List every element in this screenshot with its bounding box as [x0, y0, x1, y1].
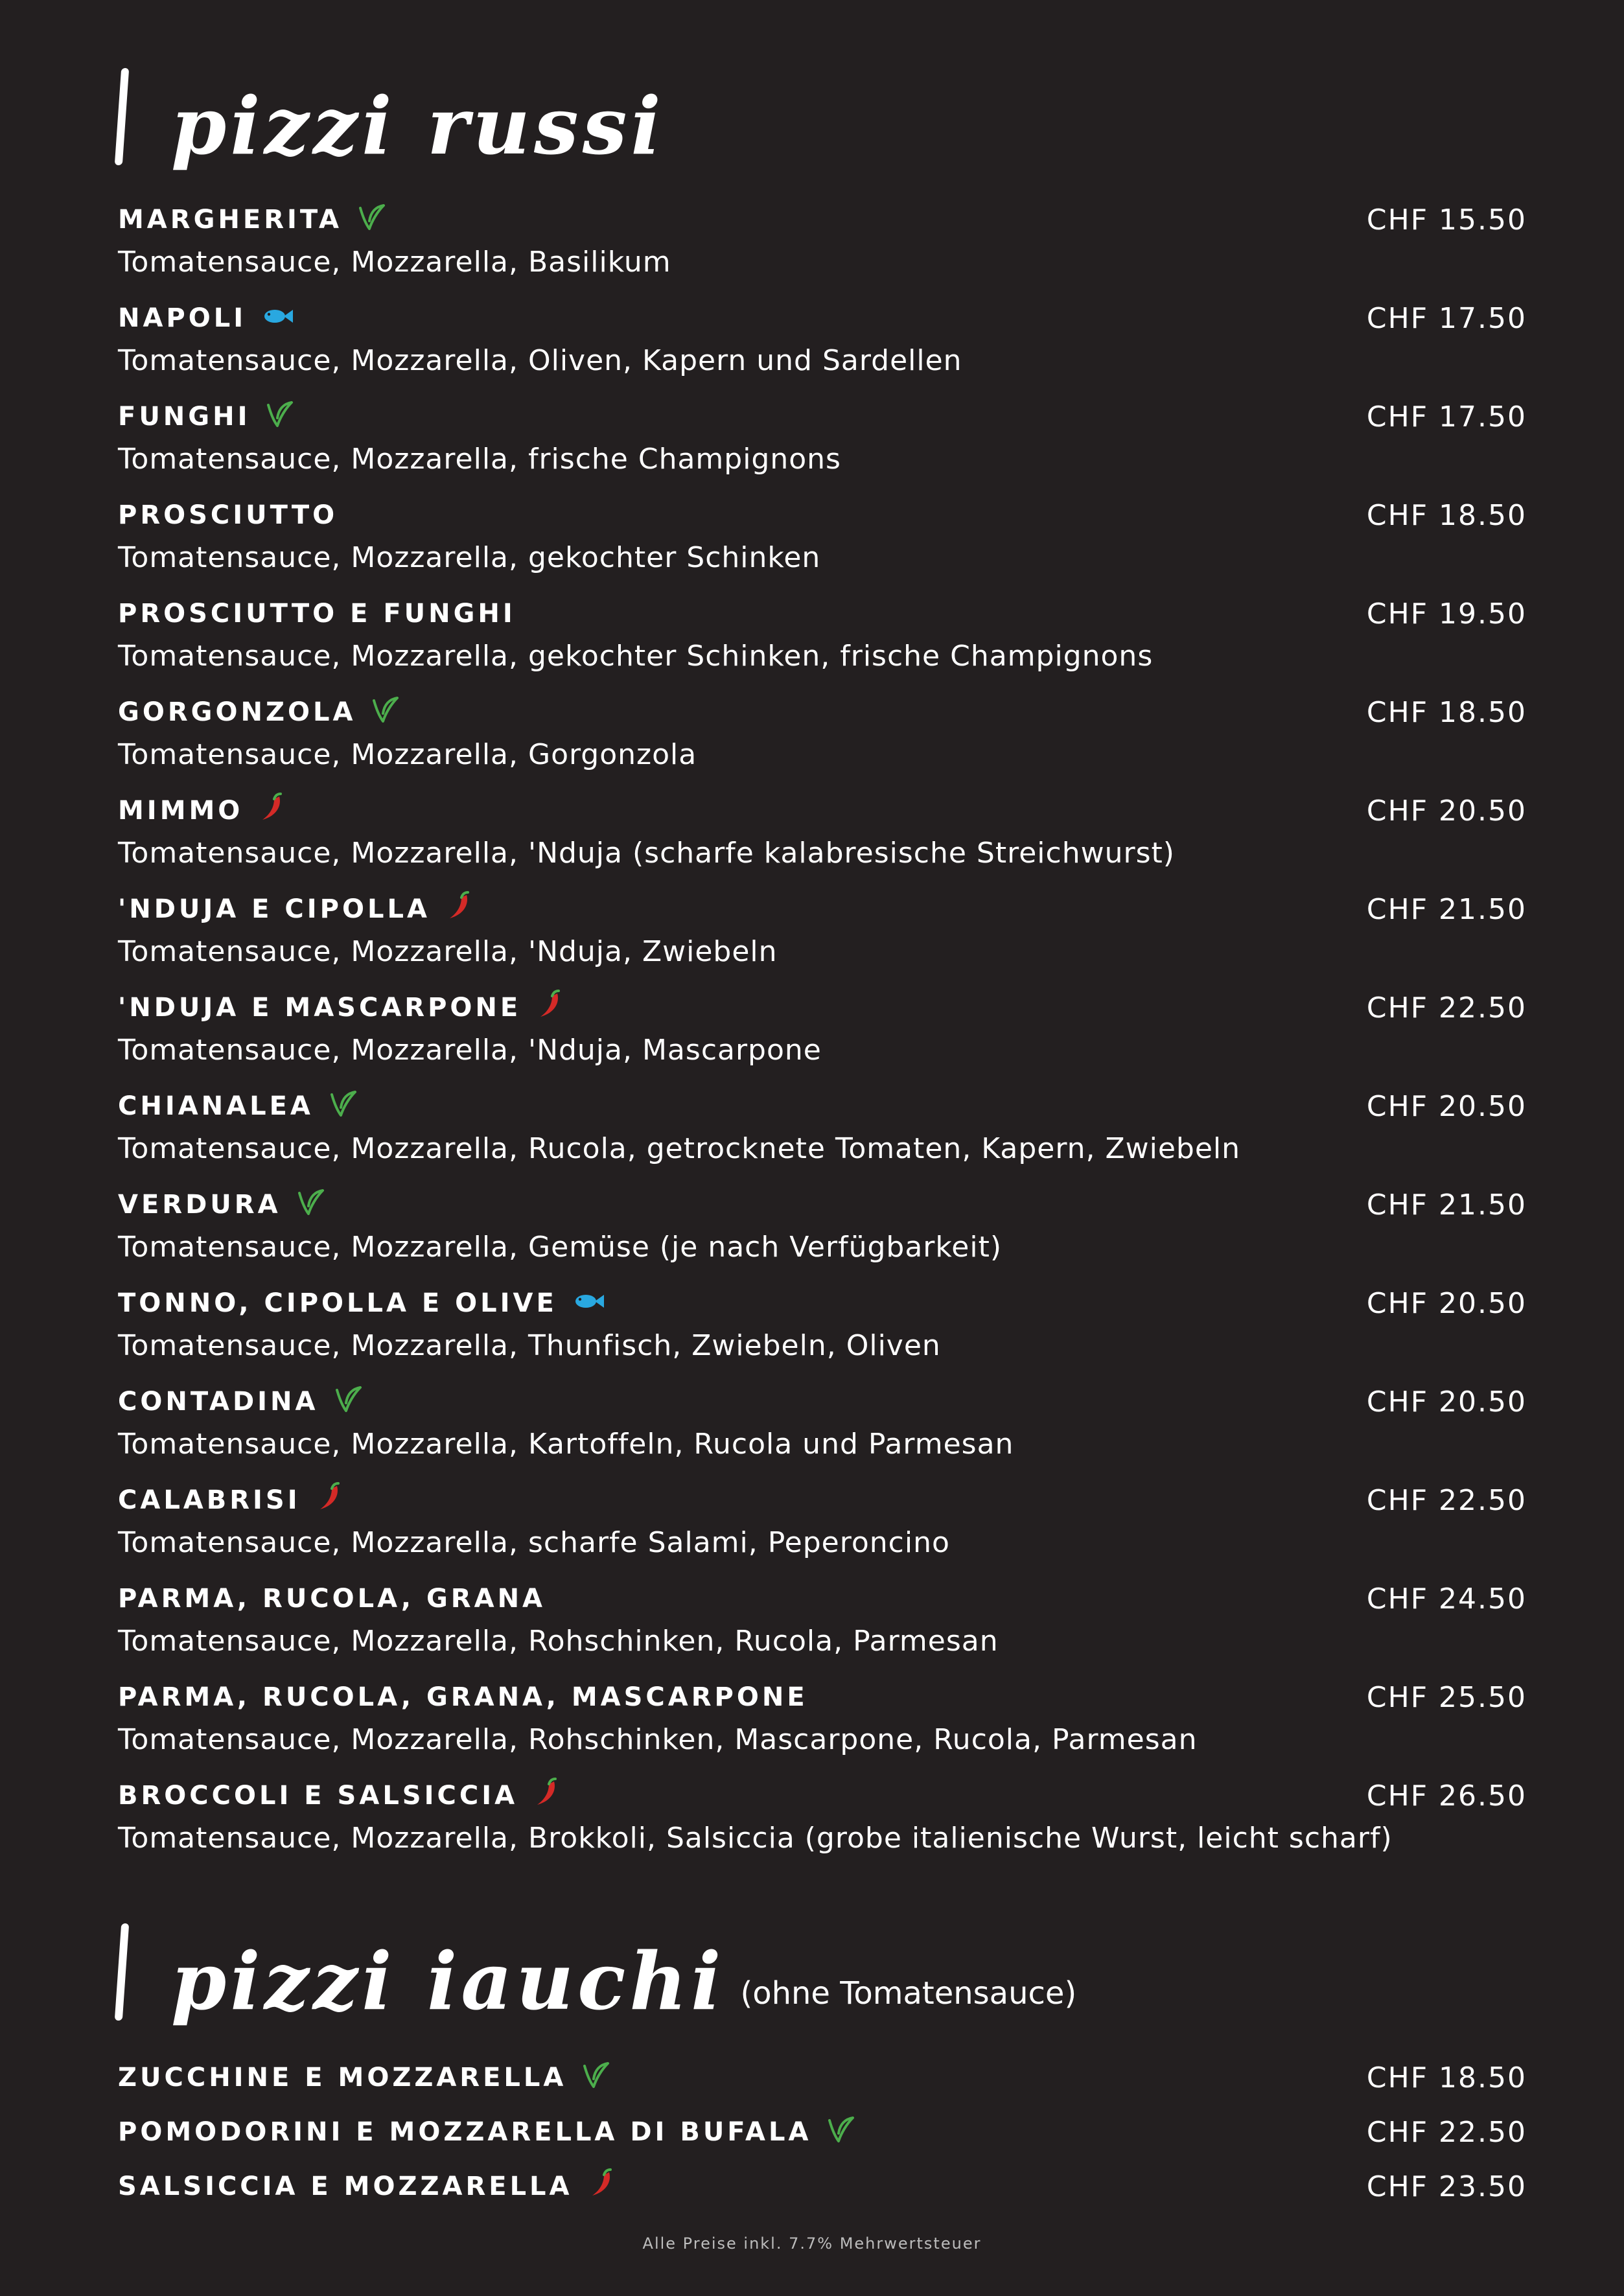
menu-item-description: Tomatensauce, Mozzarella, Gemüse (je nach Verfügbarkeit): [118, 1231, 1002, 1264]
menu-item-row: [118, 690, 1527, 735]
menu-item: [118, 1675, 1527, 1773]
menu-item-row: [118, 296, 1527, 341]
menu-item: [118, 690, 1527, 788]
footer-note: Alle Preise inkl. 7.7% Mehrwertsteuer: [642, 2234, 982, 2253]
menu-item-description: Tomatensauce, Mozzarella, 'Nduja (scharfe kalabresische Streichwurst): [118, 837, 1175, 870]
menu-item: [118, 2109, 1527, 2155]
menu-item-name: [118, 500, 338, 530]
menu-item-name: [118, 1384, 363, 1420]
menu-item-name: [118, 1682, 808, 1712]
menu-item-price: CHF 24.50: [1366, 1582, 1527, 1616]
menu-item-name-text: VERDURA: [118, 1190, 281, 1220]
menu-item-name: [118, 891, 472, 927]
menu-item-description: Tomatensauce, Mozzarella, scharfe Salami, Peperoncino: [118, 1526, 950, 1559]
menu-item-name-text: PARMA, RUCOLA, GRANA: [118, 1584, 546, 1614]
leaf-icon: [581, 2059, 610, 2096]
menu-item-name-text: PROSCIUTTO E FUNGHI: [118, 599, 516, 629]
menu-item-name: [118, 1288, 605, 1318]
menu-item-row: [118, 1084, 1527, 1129]
menu-item-description: Tomatensauce, Mozzarella, Kartoffeln, Rucola und Parmesan: [118, 1428, 1014, 1461]
menu-item-description: Tomatensauce, Mozzarella, 'Nduja, Mascarpone: [118, 1034, 822, 1067]
fish-icon: [572, 1288, 605, 1318]
menu-item-name: [118, 202, 386, 238]
menu-item: [118, 1281, 1527, 1379]
section-title: pizzi russi: [171, 79, 665, 172]
leaf-icon: [296, 1187, 325, 1223]
menu-item-name-text: POMODORINI E MOZZARELLA DI BUFALA: [118, 2117, 812, 2147]
menu-item-price: CHF 22.50: [1366, 991, 1527, 1025]
menu-item-price: CHF 22.50: [1366, 2115, 1527, 2149]
menu-item-name-text: CONTADINA: [118, 1387, 319, 1417]
leaf-icon: [826, 2114, 855, 2150]
menu-item-price: CHF 26.50: [1366, 1779, 1527, 1813]
chili-icon: [535, 990, 563, 1026]
chili-icon: [532, 1778, 559, 1814]
menu-item-row: [118, 1576, 1527, 1621]
menu-item-name-text: PROSCIUTTO: [118, 500, 338, 530]
menu-item-price: CHF 22.50: [1366, 1483, 1527, 1517]
chili-icon: [587, 2168, 614, 2205]
menu-item-name-text: SALSICCIA E MOZZARELLA: [118, 2172, 573, 2201]
menu-item-name: [118, 2114, 855, 2150]
menu-item-row: [118, 1675, 1527, 1720]
menu-item: [118, 1478, 1527, 1576]
menu-item-description: Tomatensauce, Mozzarella, Rucola, getrocknete Tomaten, Kapern, Zwiebeln: [118, 1132, 1241, 1165]
menu-item-name-text: FUNGHI: [118, 402, 251, 432]
menu-item-description: Tomatensauce, Mozzarella, frische Champignons: [118, 443, 841, 476]
menu-item-price: CHF 23.50: [1366, 2170, 1527, 2203]
menu-item-name-text: GORGONZOLA: [118, 697, 356, 727]
menu-item-name-text: NAPOLI: [118, 303, 247, 333]
menu-item-description: Tomatensauce, Mozzarella, Brokkoli, Salsiccia (grobe italienische Wurst, leicht scharf): [118, 1822, 1393, 1855]
menu-item-row: [118, 591, 1527, 636]
menu-item-name: [118, 303, 294, 333]
chili-icon: [445, 891, 472, 927]
fish-icon: [261, 303, 294, 333]
menu-item-price: CHF 20.50: [1366, 1385, 1527, 1419]
menu-item-price: CHF 20.50: [1366, 794, 1527, 828]
menu-item-name: [118, 399, 294, 435]
menu-item-name-text: ZUCCHINE E MOZZARELLA: [118, 2063, 567, 2093]
menu-item-name-text: MIMMO: [118, 796, 244, 826]
menu-item-name: [118, 2059, 610, 2096]
menu-item-price: CHF 18.50: [1366, 498, 1527, 532]
menu-item: [118, 493, 1527, 591]
menu-item-row: [118, 788, 1527, 833]
menu-item-price: CHF 20.50: [1366, 1286, 1527, 1320]
menu-item-name: [118, 1778, 559, 1814]
menu-item-name-text: CHIANALEA: [118, 1091, 314, 1121]
leaf-icon: [370, 694, 400, 730]
chili-icon: [315, 1482, 342, 1518]
menu-item-name: [118, 599, 516, 629]
menu-item-price: CHF 18.50: [1366, 695, 1527, 729]
menu-item-name: [118, 694, 400, 730]
pizzi-russi-list: [118, 197, 1527, 1872]
menu-item: [118, 2055, 1527, 2100]
menu-item-description: Tomatensauce, Mozzarella, gekochter Schinken, frische Champignons: [118, 640, 1154, 673]
menu-item: [118, 1182, 1527, 1281]
section-title: pizzi iauchi: [171, 1934, 725, 2028]
menu-item-name-text: CALABRISI: [118, 1485, 301, 1515]
menu-item-price: CHF 17.50: [1366, 400, 1527, 434]
section-pizzi-iauchi-heading: [118, 1923, 1077, 2028]
menu-item-row: [118, 2109, 1527, 2155]
menu-item-name: [118, 793, 284, 829]
chili-icon: [257, 793, 284, 829]
menu-item-row: [118, 1379, 1527, 1424]
leaf-icon: [328, 1088, 358, 1124]
heading-bar: [115, 68, 129, 165]
menu-item-row: [118, 985, 1527, 1030]
menu-item-row: [118, 1281, 1527, 1326]
section-subtitle: (ohne Tomatensauce): [740, 1975, 1077, 2012]
menu-item-name: [118, 1482, 342, 1518]
menu-item-name: [118, 1187, 325, 1223]
menu-item-name-text: TONNO, CIPOLLA E OLIVE: [118, 1288, 557, 1318]
menu-item-description: Tomatensauce, Mozzarella, Basilikum: [118, 246, 671, 279]
menu-item: [118, 591, 1527, 690]
menu-item: [118, 788, 1527, 887]
menu-item-description: Tomatensauce, Mozzarella, Thunfisch, Zwiebeln, Oliven: [118, 1329, 941, 1362]
menu-item-row: [118, 394, 1527, 439]
menu-item-price: CHF 17.50: [1366, 301, 1527, 335]
menu-item-row: [118, 493, 1527, 538]
menu-item: [118, 1379, 1527, 1478]
pizzi-iauchi-list: [118, 2055, 1527, 2218]
menu-item-name-text: BROCCOLI E SALSICCIA: [118, 1781, 518, 1811]
menu-item: [118, 197, 1527, 296]
leaf-icon: [264, 399, 294, 435]
menu-item-name: [118, 990, 563, 1026]
menu-item-name-text: PARMA, RUCOLA, GRANA, MASCARPONE: [118, 1682, 808, 1712]
menu-item-name-text: 'NDUJA E MASCARPONE: [118, 993, 522, 1023]
menu-item-row: [118, 1773, 1527, 1818]
menu-item-name-text: MARGHERITA: [118, 205, 343, 235]
menu-item-row: [118, 2164, 1527, 2209]
menu-item-price: CHF 15.50: [1366, 203, 1527, 237]
menu-item-row: [118, 887, 1527, 932]
menu-item-price: CHF 18.50: [1366, 2061, 1527, 2094]
menu-item-price: CHF 19.50: [1366, 597, 1527, 631]
menu-item-name: [118, 1088, 358, 1124]
section-pizzi-russi-heading: [118, 68, 665, 172]
menu-item-price: CHF 21.50: [1366, 1188, 1527, 1222]
menu-item-description: Tomatensauce, Mozzarella, Gorgonzola: [118, 738, 697, 771]
menu-item-description: Tomatensauce, Mozzarella, Oliven, Kapern und Sardellen: [118, 344, 962, 377]
menu-item-row: [118, 1478, 1527, 1523]
menu-item-description: Tomatensauce, Mozzarella, 'Nduja, Zwiebeln: [118, 935, 778, 968]
menu-item-row: [118, 1182, 1527, 1227]
menu-item-name: [118, 2168, 614, 2205]
menu-item: [118, 1084, 1527, 1182]
menu-item-description: Tomatensauce, Mozzarella, Rohschinken, Rucola, Parmesan: [118, 1625, 999, 1658]
menu-item-description: Tomatensauce, Mozzarella, Rohschinken, Mascarpone, Rucola, Parmesan: [118, 1723, 1198, 1756]
menu-item: [118, 296, 1527, 394]
menu-item-description: Tomatensauce, Mozzarella, gekochter Schinken: [118, 541, 821, 574]
heading-bar: [115, 1923, 129, 2021]
menu-item: [118, 1576, 1527, 1675]
menu-item: [118, 2164, 1527, 2209]
menu-item-row: [118, 197, 1527, 242]
menu-item-price: CHF 21.50: [1366, 892, 1527, 926]
menu-item: [118, 394, 1527, 493]
menu-item: [118, 887, 1527, 985]
menu-item-price: CHF 20.50: [1366, 1089, 1527, 1123]
menu-item-name: [118, 1584, 546, 1614]
menu-item-price: CHF 25.50: [1366, 1680, 1527, 1714]
menu-item-name-text: 'NDUJA E CIPOLLA: [118, 894, 430, 924]
leaf-icon: [356, 202, 386, 238]
leaf-icon: [333, 1384, 363, 1420]
menu-item-row: [118, 2055, 1527, 2100]
menu-item: [118, 985, 1527, 1084]
menu-item: [118, 1773, 1527, 1872]
